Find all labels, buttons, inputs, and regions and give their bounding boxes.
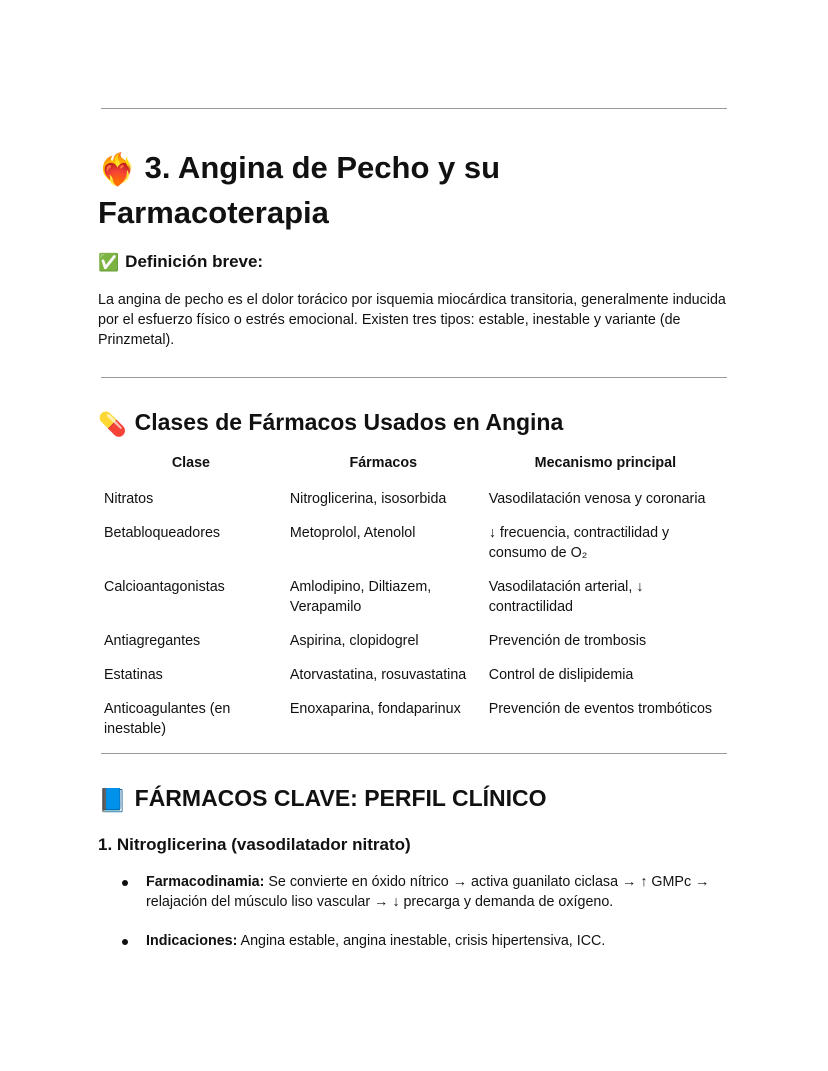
column-header: Fármacos [349, 455, 418, 471]
definition-text: La angina de pecho es el dolor torácico por isquemia miocárdica transitoria, generalmente inducida por el esfuerzo físico o estrés emocional. Existen tres tipos: estable, inestable y variante (de Prinzmetal). [98, 292, 726, 348]
table-cell: Prevención de eventos trombóticos [488, 701, 713, 717]
bullet-icon [122, 880, 128, 886]
key-drugs-heading [98, 783, 547, 815]
table-cell: Estatinas [104, 667, 163, 683]
table-cell: Prevención de trombosis [488, 633, 647, 649]
table-cell: Vasodilatación venosa y coronaria [488, 491, 706, 507]
table-cell: Nitroglicerina, isosorbida [289, 491, 447, 507]
table-cell: Vasodilatación arterial, ↓ contractilidad [488, 579, 644, 615]
table-cell: Anticoagulantes (en inestable) [104, 701, 231, 737]
list-item-label: Farmacodinamia: [146, 874, 265, 890]
bullet-icon [122, 939, 128, 945]
column-header: Mecanismo principal [534, 455, 677, 471]
table-cell: Antiagregantes [104, 633, 201, 649]
table-row [98, 695, 728, 749]
pill-icon: 💊 [98, 410, 127, 437]
classes-heading [98, 407, 563, 439]
table-row [98, 573, 728, 627]
table-cell: Amlodipino, Diltiazem, Verapamilo [289, 579, 432, 615]
table-row [98, 661, 728, 695]
horizontal-divider [101, 108, 727, 109]
table-cell: Enoxaparina, fondaparinux [289, 701, 461, 717]
page-title [98, 146, 738, 234]
list-item-label: Indicaciones: [146, 933, 238, 949]
list-item-text: Se convierte en óxido nítrico → activa guanilato ciclasa → ↑ GMPc → relajación del músculo liso vascular → ↓ precarga y demanda de oxígeno. [146, 874, 710, 910]
list-item [98, 872, 738, 912]
burning-heart-icon: ❤️‍🔥 [98, 152, 137, 188]
drug-subheading: 1. Nitroglicerina (vasodilatador nitrato) [98, 835, 411, 854]
column-header: Clase [171, 455, 210, 471]
list-item [98, 931, 738, 951]
table-cell: Metoprolol, Atenolol [289, 525, 416, 541]
table-cell: Calcioantagonistas [104, 579, 225, 595]
key-drugs-heading-text: FÁRMACOS CLAVE: PERFIL CLÍNICO [134, 785, 547, 811]
table-cell: Control de dislipidemia [488, 667, 634, 683]
horizontal-divider [101, 377, 727, 378]
classes-heading-text: Clases de Fármacos Usados en Angina [134, 409, 564, 435]
table-row [98, 627, 728, 661]
table-row [98, 485, 728, 519]
table-header-row [98, 450, 728, 485]
table-cell: Aspirina, clopidogrel [289, 633, 419, 649]
drug-classes-table [98, 450, 728, 749]
list-item-text: Angina estable, angina inestable, crisis hipertensiva, ICC. [237, 933, 606, 949]
table-cell: Betabloqueadores [104, 525, 221, 541]
table-cell: Atorvastatina, rosuvastatina [289, 667, 467, 683]
drug-profile-list [98, 872, 738, 970]
table-row [98, 519, 728, 573]
definition-heading [98, 251, 263, 274]
table-cell: Nitratos [104, 491, 154, 507]
blue-book-icon: 📘 [98, 786, 127, 813]
table-cell: ↓ frecuencia, contractilidad y consumo de O₂ [488, 525, 670, 561]
page-title-text: 3. Angina de Pecho y su Farmacoterapia [98, 150, 501, 231]
definition-heading-text: Definición breve: [125, 252, 264, 271]
check-mark-icon: ✅ [98, 252, 120, 272]
horizontal-divider [101, 753, 727, 754]
